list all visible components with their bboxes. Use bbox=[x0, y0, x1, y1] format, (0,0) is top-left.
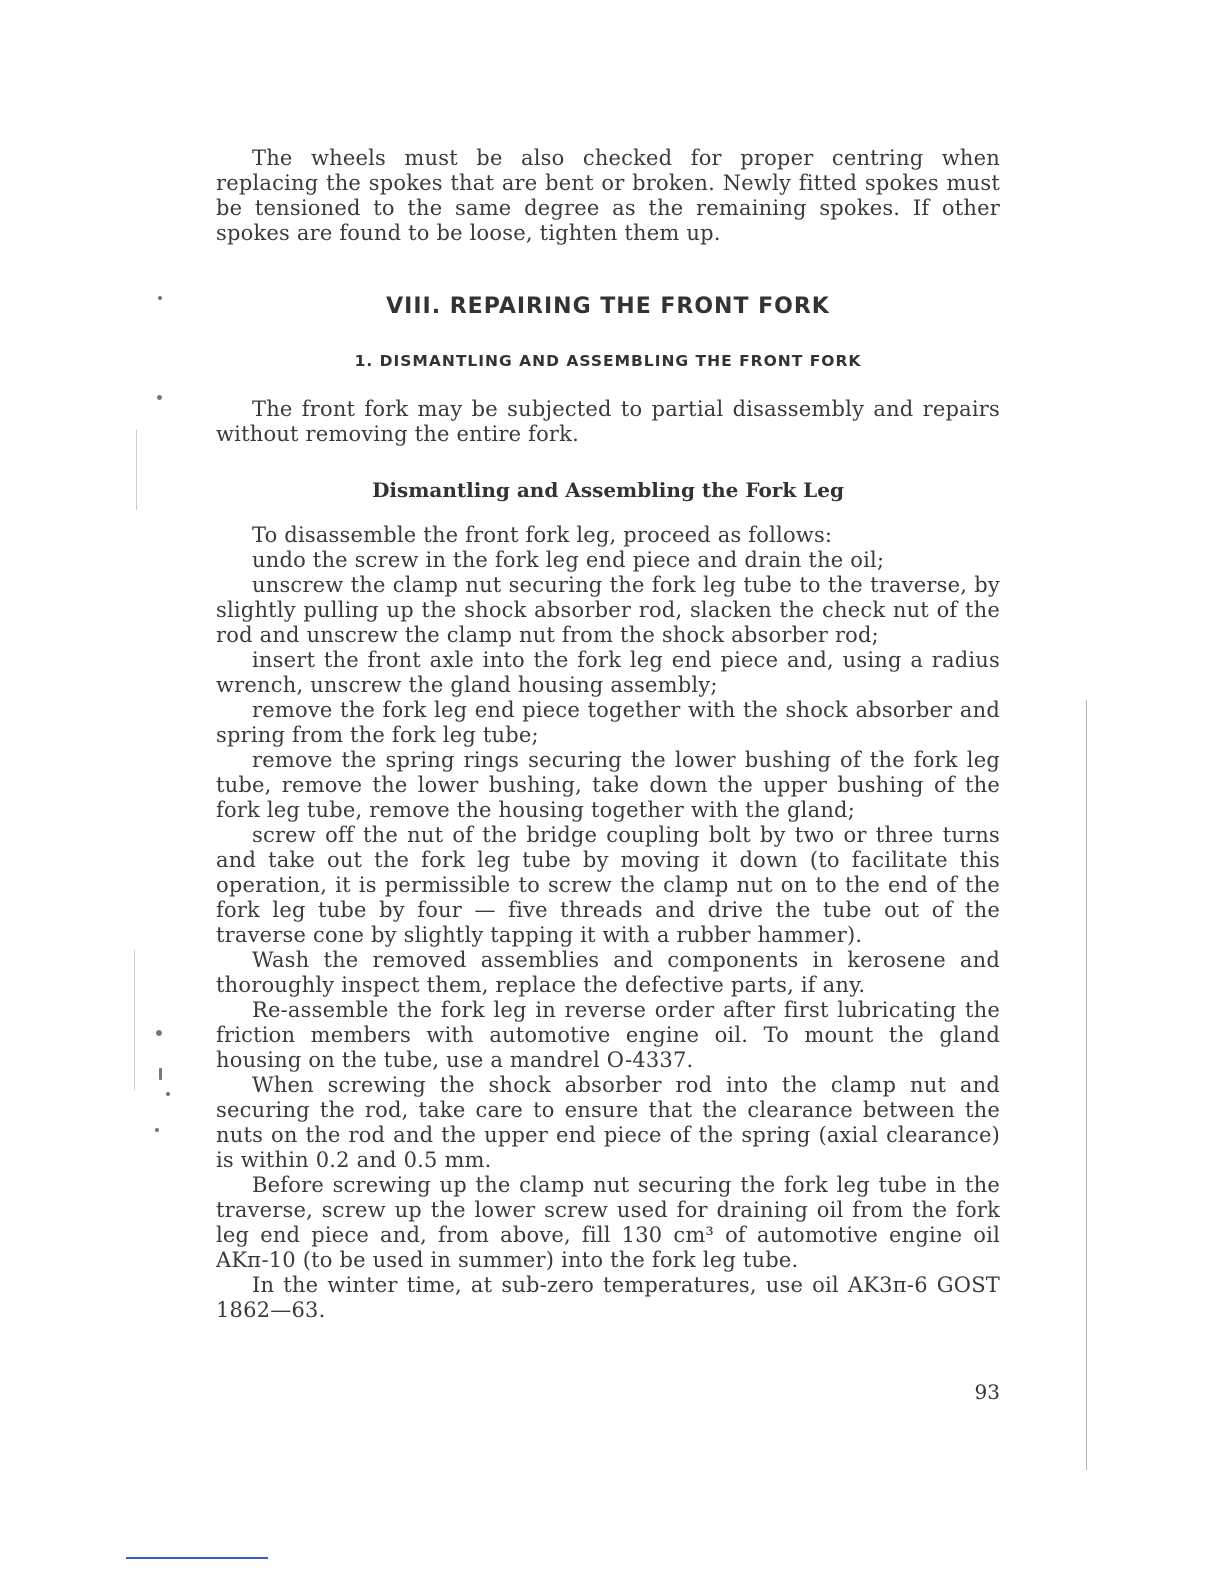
section-intro-paragraph: The front fork may be subjected to partial disassembly and repairs without removing the entire fork. bbox=[216, 397, 1000, 446]
body-paragraph: remove the spring rings securing the lower bushing of the fork leg tube, remove the lower bushing, take down the upper bushing of the fork leg tube, remove the housing together with the gland; bbox=[216, 748, 1000, 822]
body-paragraph: remove the fork leg end piece together with the shock absorber and spring from the fork leg tube; bbox=[216, 698, 1000, 747]
page-number: 93 bbox=[974, 1380, 1000, 1404]
body-paragraph: To disassemble the front fork leg, proceed as follows: bbox=[252, 523, 833, 547]
body-paragraph: undo the screw in the fork leg end piece and drain the oil; bbox=[252, 548, 885, 572]
body-paragraph: Re-assemble the fork leg in reverse order after first lubricating the friction members with automotive engine oil. To mount the gland housing on the tube, use a mandrel O-4337. bbox=[216, 998, 1000, 1072]
scan-speck bbox=[157, 395, 162, 400]
body-paragraph: When screwing the shock absorber rod into the clamp nut and securing the rod, take care to ensure that the clearance between the nuts on the rod and the upper end piece of the spring (axial clearance) is within 0.2 and 0.5 mm. bbox=[216, 1073, 1000, 1172]
body-paragraph: Before screwing up the clamp nut securing the fork leg tube in the traverse, screw up the lower screw used for draining oil from the fork leg end piece and, from above, fill 130 cm³ of automotive engine oil AKп-10 (to be used in summer) into the fork leg tube. bbox=[216, 1173, 1000, 1272]
right-scan-edge bbox=[1086, 700, 1087, 1470]
intro-text bbox=[216, 146, 1000, 246]
body-paragraph: insert the front axle into the fork leg end piece and, using a radius wrench, unscrew the gland housing assembly; bbox=[216, 648, 1000, 697]
section-title: VIII. REPAIRING THE FRONT FORK bbox=[386, 294, 830, 319]
body-paragraph: In the winter time, at sub-zero temperatures, use oil AK3п-6 GOST 1862—63. bbox=[216, 1273, 1000, 1322]
body-paragraph: screw off the nut of the bridge coupling bolt by two or three turns and take out the fork leg tube by moving it down (to facilitate this operation, it is permissible to screw the clamp nut on to the end of the fork leg tube by four — five threads and drive the tube out of the traverse cone by slightly tapping it with a rubber hammer). bbox=[216, 823, 1000, 947]
scan-speck bbox=[155, 1128, 159, 1132]
body-paragraph: Wash the removed assemblies and components in kerosene and thoroughly inspect them, replace the defective parts, if any. bbox=[216, 948, 1000, 997]
body-paragraph: unscrew the clamp nut securing the fork leg tube to the traverse, by slightly pulling up the shock absorber rod, slacken the check nut of the rod and unscrew the clamp nut from the shock absorber rod; bbox=[216, 573, 1000, 647]
scan-speck bbox=[166, 1092, 170, 1096]
scan-speck bbox=[156, 1030, 162, 1036]
scan-speck bbox=[159, 1068, 162, 1080]
section-intro-text bbox=[216, 397, 1000, 447]
scan-speck bbox=[158, 296, 162, 300]
subsection-title: Dismantling and Assembling the Fork Leg bbox=[372, 478, 844, 502]
subsection-body bbox=[216, 523, 1000, 1323]
section-subtitle: 1. DISMANTLING AND ASSEMBLING THE FRONT FORK bbox=[354, 352, 862, 370]
intro-paragraph: The wheels must be also checked for proper centring when replacing the spokes that are bent or broken. Newly fitted spokes must be tensioned to the same degree as the remaining spokes. If other spokes are found to be loose, tighten them up. bbox=[216, 146, 1000, 245]
left-scan-edge-lower bbox=[134, 950, 135, 1090]
left-scan-edge bbox=[136, 430, 137, 510]
footer-link-underline bbox=[126, 1557, 268, 1559]
